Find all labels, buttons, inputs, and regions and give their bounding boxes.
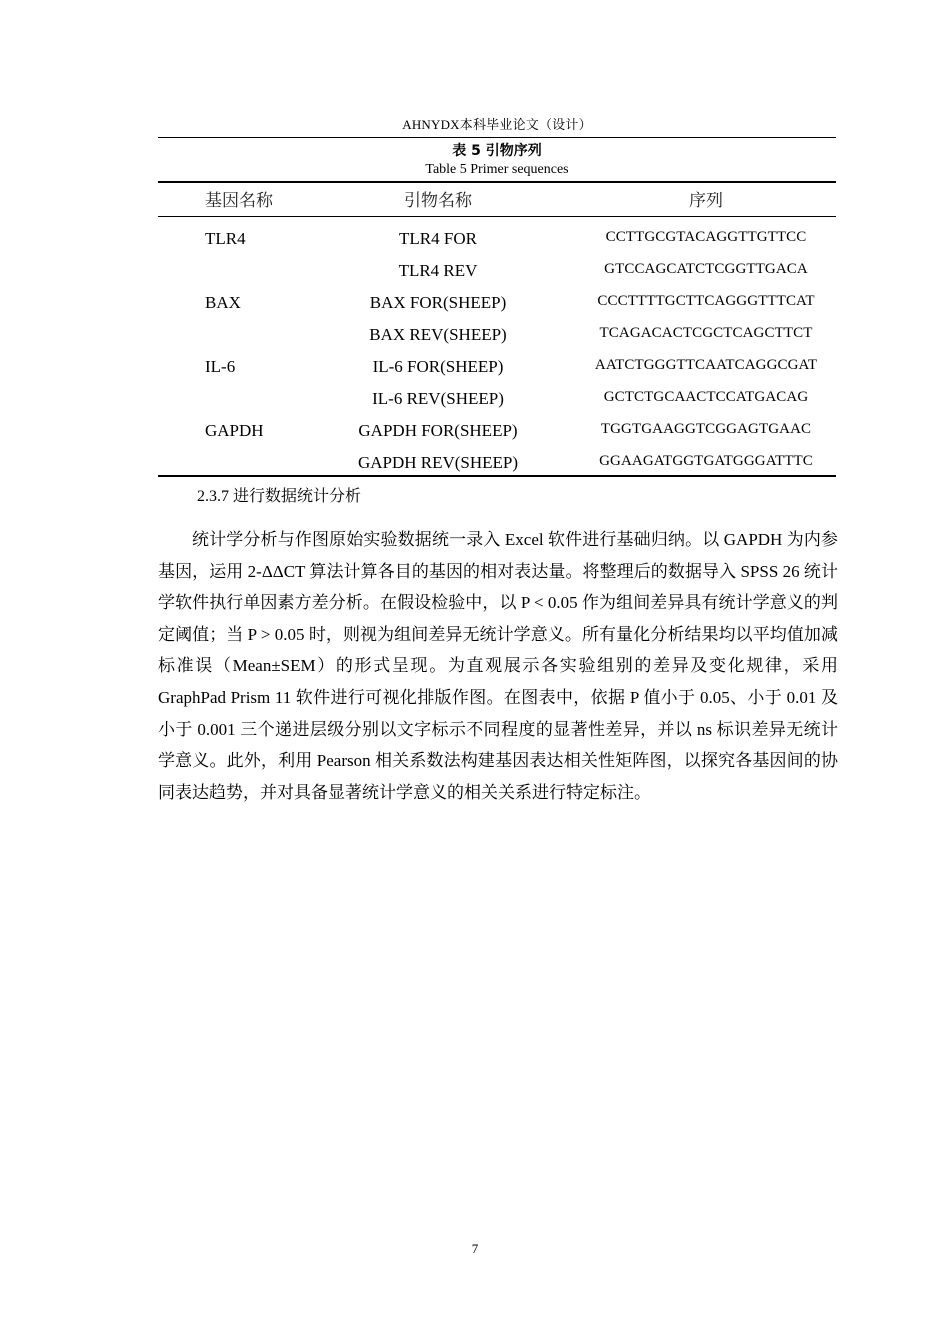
sequence-cell: GCTCTGCAACTCCATGACAG bbox=[603, 389, 809, 405]
primer-cell: BAX FOR(SHEEP) bbox=[369, 293, 507, 312]
table-caption-cn: 表 5 引物序列 bbox=[452, 143, 542, 159]
sequence-cell: GTCCAGCATCTCGGTTGACA bbox=[604, 261, 808, 277]
gene-cell: BAX bbox=[205, 293, 241, 312]
column-header-sequence: 序列 bbox=[689, 191, 723, 211]
sequence-cell: TCAGACACTCGCTCAGCTTCT bbox=[599, 325, 813, 341]
table-row bbox=[158, 287, 836, 319]
body-paragraph: 统计学分析与作图原始实验数据统一录入 Excel 软件进行基础归纳。以 GAPDH 为内参基因，运用 2-ΔΔCT 算法计算各目的基因的相对表达量。将整理后的数据导入 SPSS 26 统计学软件执行单因素方差分析。在假设检验中，以 P < 0.05 作为组间差异具有统计学意义的判定阈值；当 P > 0.05 时，则视为组间差异无统计学意义。所有量化分析结果均以平均值加减标准误（Mean±SEM）的形式呈现。为直观展示各实验组别的差异及变化规律，采用 GraphPad Prism 11 软件进行可视化排版作图。在图表中，依据 P 值小于 0.05、小于 0.01 及小于 0.001 三个递进层级分别以文字标示不同程度的显著性差异，并以 ns 标识差异无统计学意义。此外，利用 Pearson 相关系数法构建基因表达相关性矩阵图，以探究各基因间的协同表达趋势，并对具备显著统计学意义的相关关系进行特定标注。 bbox=[158, 530, 838, 802]
primer-table bbox=[158, 181, 836, 477]
table-row bbox=[158, 415, 836, 447]
primer-cell: BAX REV(SHEEP) bbox=[369, 325, 507, 344]
sequence-cell: GGAAGATGGTGATGGGATTTC bbox=[599, 453, 813, 469]
table-caption-en: Table 5 Primer sequences bbox=[425, 162, 569, 177]
column-header-gene: 基因名称 bbox=[205, 191, 273, 211]
primer-cell: GAPDH REV(SHEEP) bbox=[357, 453, 519, 472]
primer-cell: TLR4 FOR bbox=[399, 229, 477, 248]
primer-cell: TLR4 REV bbox=[398, 261, 478, 280]
table-row bbox=[158, 447, 836, 479]
table-body bbox=[158, 217, 836, 475]
table-row bbox=[158, 319, 836, 351]
primer-cell: GAPDH FOR(SHEEP) bbox=[358, 421, 518, 440]
gene-cell: IL-6 bbox=[205, 357, 236, 376]
primer-cell: IL-6 FOR(SHEEP) bbox=[372, 357, 504, 376]
sequence-cell: TGGTGAAGGTCGGAGTGAAC bbox=[600, 421, 812, 437]
page-number: 7 bbox=[471, 1241, 479, 1256]
header-rule bbox=[158, 137, 836, 138]
column-header-primer: 引物名称 bbox=[404, 191, 472, 211]
sequence-cell: CCTTGCGTACAGGTTGTTCC bbox=[605, 229, 807, 245]
table-header-row bbox=[158, 183, 836, 216]
gene-cell: GAPDH bbox=[205, 421, 264, 440]
section-heading: 2.3.7 进行数据统计分析 bbox=[197, 488, 362, 505]
running-header: AHNYDX本科毕业论文（设计） bbox=[402, 117, 592, 132]
table-row bbox=[158, 351, 836, 383]
primer-cell: IL-6 REV(SHEEP) bbox=[372, 389, 504, 408]
gene-cell: TLR4 bbox=[205, 229, 246, 248]
sequence-cell: CCCTTTTGCTTCAGGGTTTCAT bbox=[597, 293, 815, 309]
table-row bbox=[158, 223, 836, 255]
sequence-cell: AATCTGGGTTCAATCAGGCGAT bbox=[594, 357, 818, 373]
table-row bbox=[158, 255, 836, 287]
table-row bbox=[158, 383, 836, 415]
